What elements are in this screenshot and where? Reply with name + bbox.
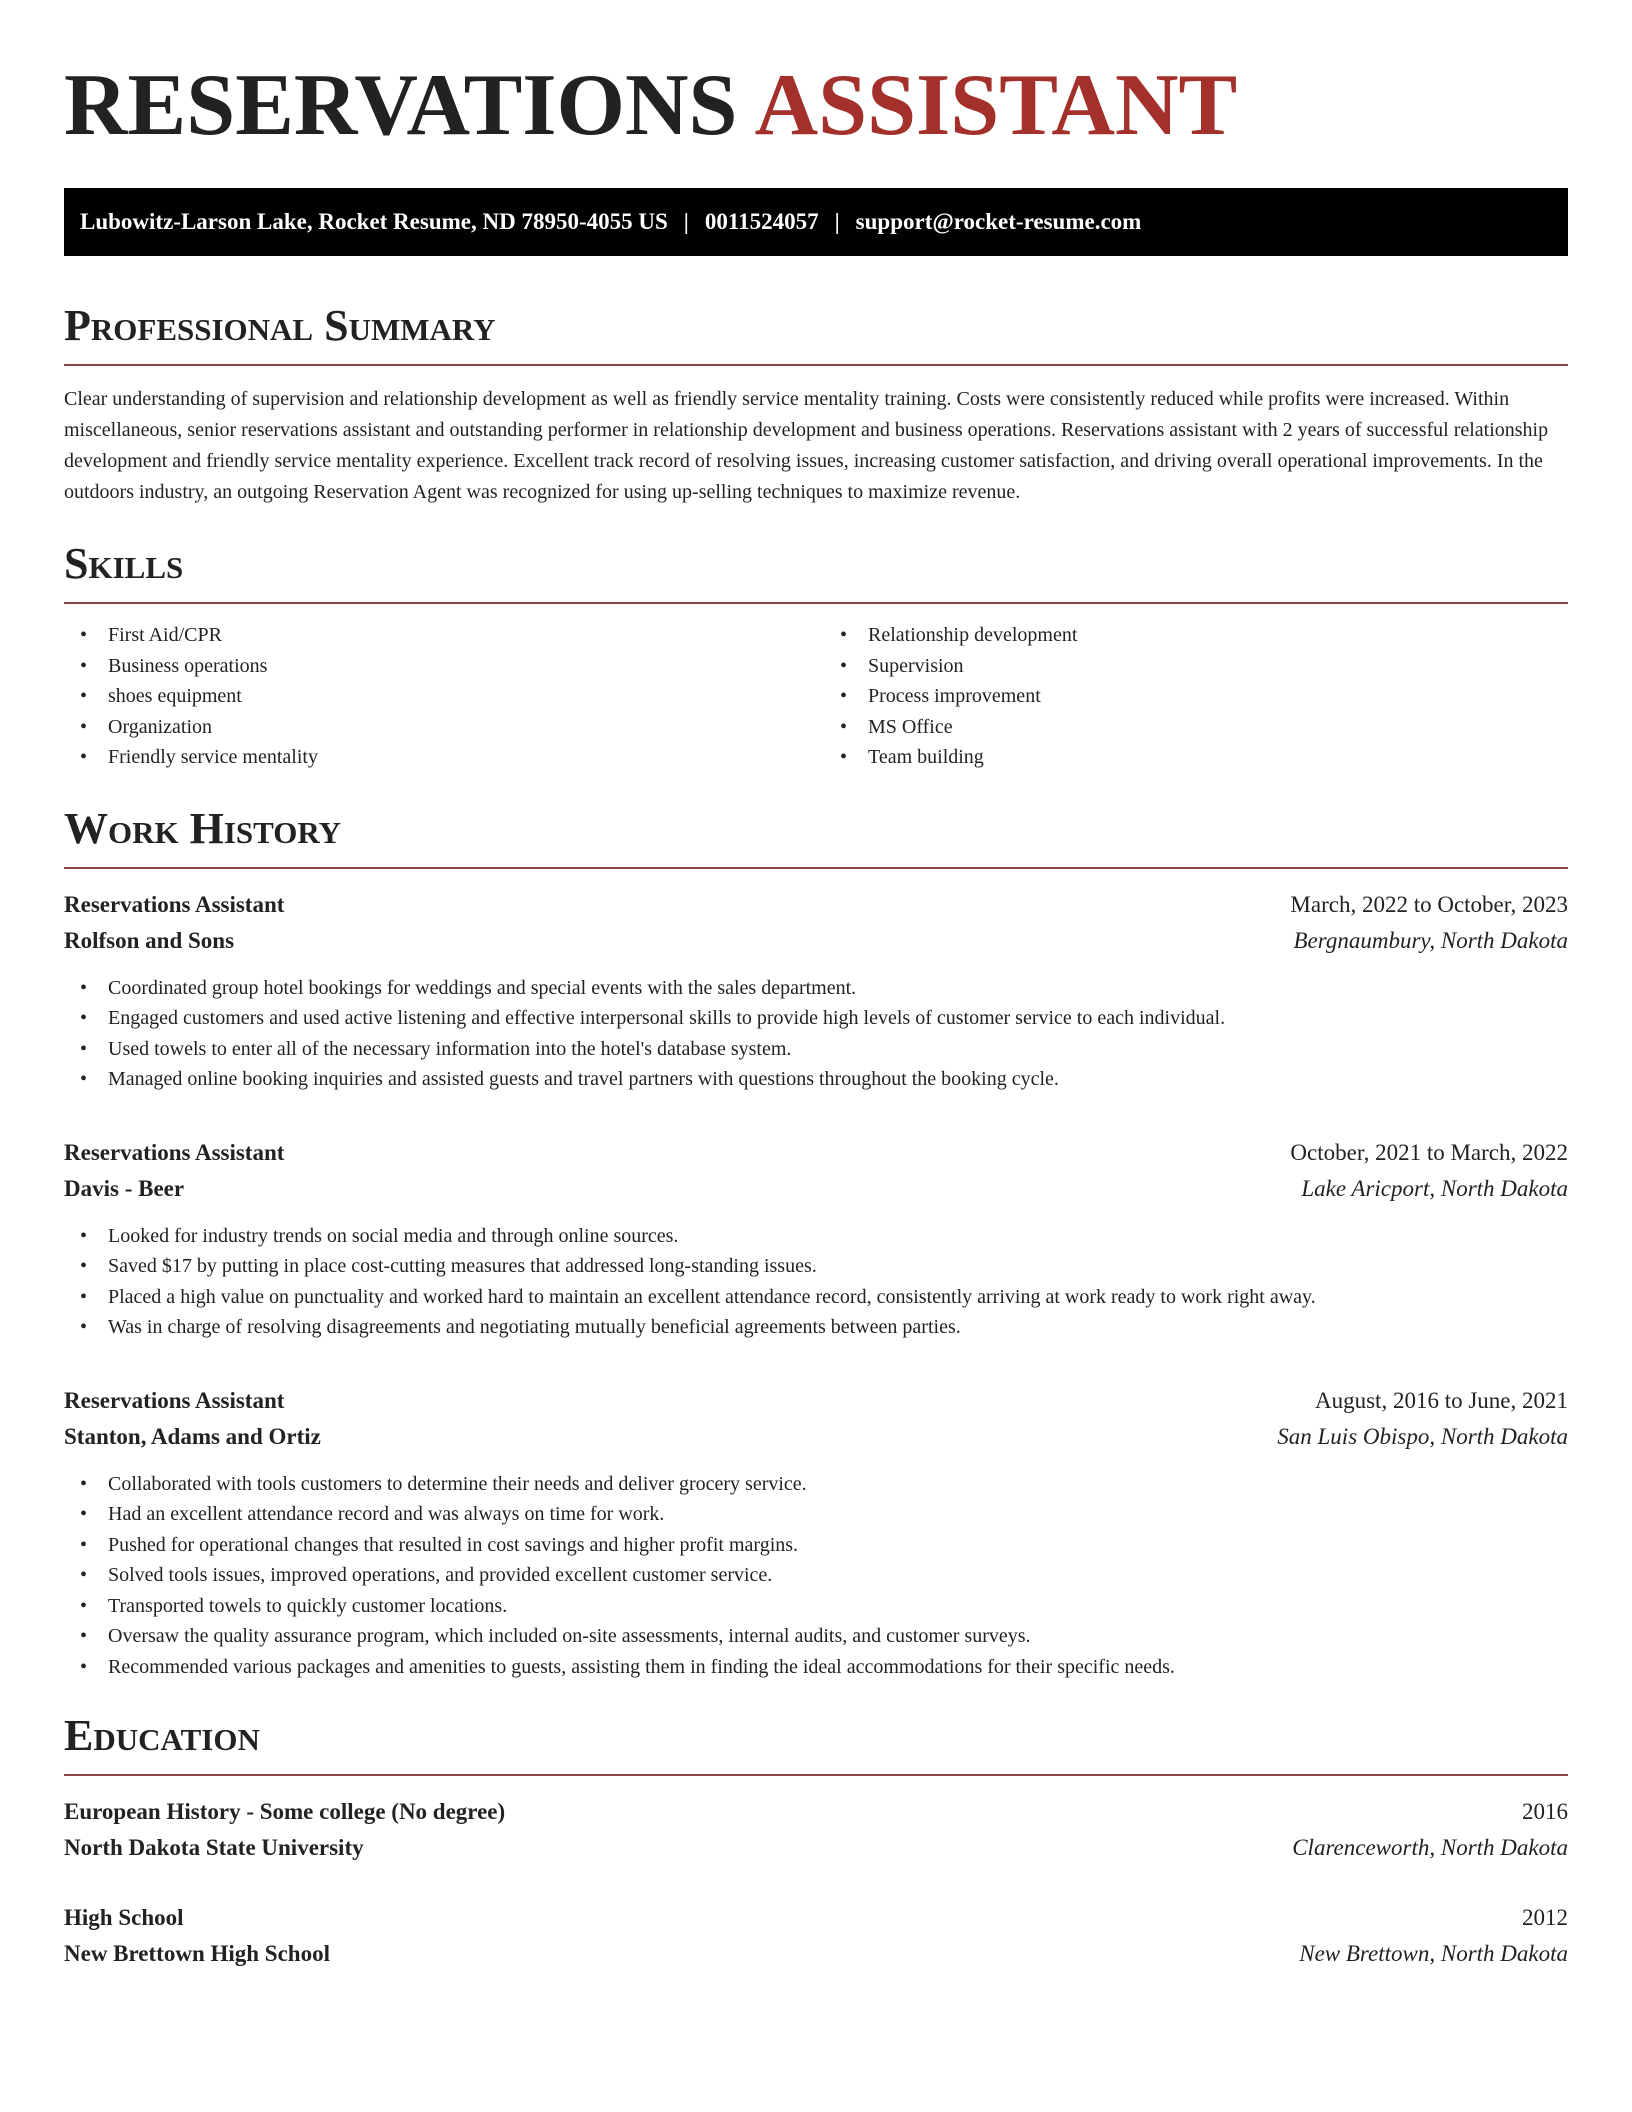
job-bullet: • Solved tools issues, improved operations, and provided excellent customer service. <box>108 1560 1568 1591</box>
education-school: North Dakota State University <box>64 1835 364 1860</box>
skill-item: • Team building <box>868 742 1568 773</box>
summary-section <box>64 302 1568 508</box>
skills-left-column <box>64 620 808 773</box>
job-bullet: • Placed a high value on punctuality and worked hard to maintain an excellent attendance record, consistently arriving at work ready to work right away. <box>108 1282 1568 1313</box>
education-school-row <box>64 1936 1568 1972</box>
contact-phone: 0011524057 <box>704 209 819 234</box>
job-bullet: • Had an excellent attendance record and was always on time for work. <box>108 1499 1568 1530</box>
summary-heading: Professional Summary <box>64 302 1568 366</box>
job-bullet: • Looked for industry trends on social media and through online sources. <box>108 1221 1568 1252</box>
skill-item: • Friendly service mentality <box>108 742 808 773</box>
job-bullet: • Managed online booking inquiries and assisted guests and travel partners with questions throughout the booking cycle. <box>108 1064 1568 1095</box>
skills-columns <box>64 620 1568 773</box>
job-header-row <box>64 887 1568 923</box>
skills-right-column <box>808 620 1568 773</box>
job-bullet: • Engaged customers and used active listening and effective interpersonal skills to provide high levels of customer service to each individual. <box>108 1003 1568 1034</box>
education-year: 2016 <box>1522 1799 1568 1824</box>
work-history-heading: Work History <box>64 805 1568 869</box>
contact-separator: | <box>683 209 689 234</box>
job-bullet: • Oversaw the quality assurance program, which included on-site assessments, internal audits, and customer surveys. <box>108 1621 1568 1652</box>
job-bullet: • Transported towels to quickly customer locations. <box>108 1591 1568 1622</box>
job-title: Reservations Assistant <box>64 1387 285 1413</box>
job-dates: August, 2016 to June, 2021 <box>1315 1387 1568 1413</box>
job-company: Stanton, Adams and Ortiz <box>64 1423 321 1449</box>
skill-item: • Organization <box>108 712 808 743</box>
job-entry <box>64 1135 1568 1343</box>
job-bullet: • Pushed for operational changes that resulted in cost savings and higher profit margins. <box>108 1530 1568 1561</box>
job-bullet: • Used towels to enter all of the necessary information into the hotel's database system. <box>108 1034 1568 1065</box>
job-bullets <box>64 1469 1568 1683</box>
skill-item: • Supervision <box>868 651 1568 682</box>
job-bullet: • Coordinated group hotel bookings for weddings and special events with the sales department. <box>108 973 1568 1004</box>
job-entry <box>64 1383 1568 1683</box>
summary-text: Clear understanding of supervision and relationship development as well as friendly service mentality training. Costs were consistently reduced while profits were increased. Within miscellaneous, senior reservations assistant and outstanding performer in relationship development and business operations. Reservations assistant with 2 years of successful relationship development and friendly service mentality experience. Excellent track record of resolving issues, increasing customer satisfaction, and driving overall operational improvements. In the outdoors industry, an outgoing Reservation Agent was recognized for using up-selling techniques to maximize revenue. <box>64 388 1549 503</box>
skill-item: • shoes equipment <box>108 681 808 712</box>
contact-separator: | <box>834 209 840 234</box>
skill-item: • Process improvement <box>868 681 1568 712</box>
job-entry <box>64 887 1568 1095</box>
education-section <box>64 1712 1568 1972</box>
education-year: 2012 <box>1522 1905 1568 1930</box>
title-main: RESERVATIONS <box>64 57 738 154</box>
job-bullet: • Collaborated with tools customers to determine their needs and deliver grocery service. <box>108 1469 1568 1500</box>
job-company: Rolfson and Sons <box>64 927 235 953</box>
job-dates: March, 2022 to October, 2023 <box>1290 891 1568 917</box>
job-location: Bergnaumbury, North Dakota <box>1293 927 1568 953</box>
job-header-row <box>64 1383 1568 1419</box>
job-title: Reservations Assistant <box>64 891 285 917</box>
resume-title <box>64 56 1568 156</box>
skills-heading: Skills <box>64 540 1568 604</box>
education-degree-row <box>64 1794 1568 1830</box>
contact-bar <box>64 188 1568 256</box>
work-history-section <box>64 805 1568 1683</box>
job-company-row <box>64 1171 1568 1207</box>
education-degree: High School <box>64 1905 184 1930</box>
education-entry <box>64 1900 1568 1972</box>
job-company-row <box>64 923 1568 959</box>
contact-address: Lubowitz-Larson Lake, Rocket Resume, ND 78950-4055 US <box>80 209 668 234</box>
job-company-row <box>64 1419 1568 1455</box>
education-degree-row <box>64 1900 1568 1936</box>
contact-email: support@rocket-resume.com <box>855 209 1142 234</box>
education-school-row <box>64 1830 1568 1866</box>
job-dates: October, 2021 to March, 2022 <box>1290 1139 1568 1165</box>
job-bullet: • Was in charge of resolving disagreements and negotiating mutually beneficial agreements between parties. <box>108 1312 1568 1343</box>
job-bullet: • Recommended various packages and amenities to guests, assisting them in finding the ideal accommodations for their specific needs. <box>108 1652 1568 1683</box>
title-accent: ASSISTANT <box>754 57 1238 154</box>
job-title: Reservations Assistant <box>64 1139 285 1165</box>
education-entry <box>64 1794 1568 1866</box>
education-degree: European History - Some college (No degree) <box>64 1799 506 1824</box>
job-bullet: • Saved $17 by putting in place cost-cutting measures that addressed long-standing issues. <box>108 1251 1568 1282</box>
education-location: New Brettown, North Dakota <box>1299 1941 1568 1966</box>
job-location: San Luis Obispo, North Dakota <box>1277 1423 1568 1449</box>
skills-section <box>64 540 1568 773</box>
job-header-row <box>64 1135 1568 1171</box>
job-bullets <box>64 1221 1568 1343</box>
job-company: Davis - Beer <box>64 1175 185 1201</box>
job-location: Lake Aricport, North Dakota <box>1301 1175 1568 1201</box>
skill-item: • First Aid/CPR <box>108 620 808 651</box>
skill-item: • MS Office <box>868 712 1568 743</box>
education-location: Clarenceworth, North Dakota <box>1292 1835 1568 1860</box>
skill-item: • Relationship development <box>868 620 1568 651</box>
education-heading: Education <box>64 1712 1568 1776</box>
skill-item: • Business operations <box>108 651 808 682</box>
education-school: New Brettown High School <box>64 1941 330 1966</box>
job-bullets <box>64 973 1568 1095</box>
